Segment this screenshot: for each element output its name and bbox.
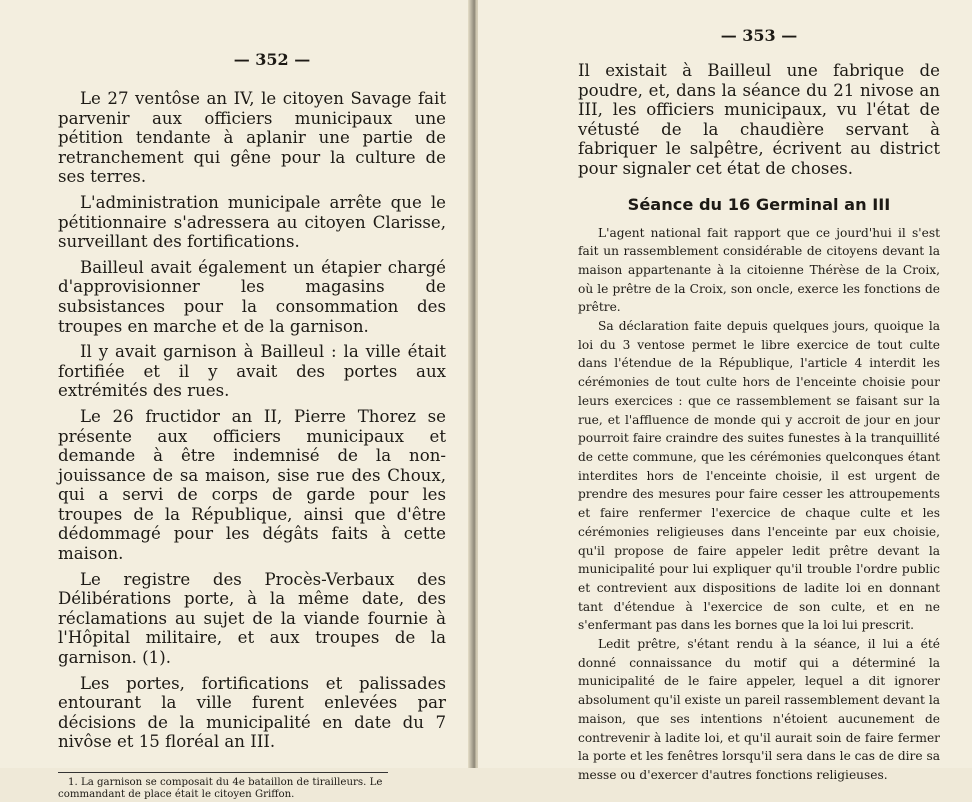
left-paragraph-3: Bailleul avait également un étapier chargé d'approvisionner les magasins de subsistances pour la consommation des troupes en marche et de la garnison.: [58, 257, 446, 336]
left-body: [58, 89, 446, 752]
right-intro-paragraph: Il existait à Bailleul une fabrique de poudre, et, dans la séance du 21 nivose an III, les officiers municipaux, vu l'état de vétusté de la chaudière servant à fabriquer le salpêtre, écrivent au district pour signaler cet état de choses.: [578, 61, 940, 178]
left-paragraph-7: Les portes, fortifications et palissades entourant la ville furent enlevées par décisions de la municipalité en date du 7 nivôse et 15 floréal an III.: [58, 673, 446, 752]
right-body: [578, 224, 940, 785]
left-page: [0, 0, 472, 801]
footnote-divider: [58, 772, 388, 773]
left-paragraph-4: Il y avait garnison à Bailleul : la ville était fortifiée et il y avait des portes aux extrémités des rues.: [58, 342, 446, 401]
left-paragraph-2: L'administration municipale arrête que le pétitionnaire s'adressera au citoyen Clarisse, surveillant des fortifications.: [58, 192, 446, 252]
right-paragraph-2: Sa déclaration faite depuis quelques jours, quoique la loi du 3 ventose permet le libre exercice de tout culte dans l'étendue de la République, l'article 4 interdit les cérémonies de tout culte hors de l'enceinte choisie pour leurs exercices : que ce rassemblement se faisant sur la rue, et l'affluence de monde qui y accroit de jour en jour pourroit faire craindre des suites funestes à la tranquillité de cette commune, que les cérémonies quelconques étant interdites hors de l'enceinte choisie, il est urgent de prendre des mesures pour faire cesser les attroupements et faire renfermer l'exercice de chaque culte et les cérémonies religieuses dans l'enceinte par eux choisie, qu'il propose de faire appeler ledit prêtre devant la municipalité pour lui expliquer qu'il trouble l'ordre public et contrevient aux dispositions de ladite loi en donnant tant d'étendue à l'exercice de son culte, et en ne s'enfermant pas dans les bornes que la loi lui prescrit.: [578, 319, 940, 633]
left-paragraph-6: Le registre des Procès-Verbaux des Délibérations porte, à la même date, des réclamations au sujet de la viande fournie à l'Hôpital militaire, et aux troupes de la garnison. (1).: [58, 569, 446, 668]
right-paragraph-3: Ledit prêtre, s'étant rendu à la séance, il lui a été donné connaissance du motif qui a déterminé la municipalité de le faire appeler, lequel a dit ignorer absolument qu'il existe un pareil rassemblement devant la maison, que ses intentions n'étoient aucunement de contrevenir à ladite loi, et qu'il aurait soin de faire fermer la porte et les fenêtres lorsqu'il sera dans le cas de dire sa messe ou d'exercer d'autres fonctions religieuses.: [578, 637, 940, 782]
right-intro: [578, 61, 940, 179]
left-paragraph-1: Le 27 ventôse an IV, le citoyen Savage fait parvenir aux officiers municipaux une pétition tendante à aplanir une partie de retranchement qui gêne pour la culture de ses terres.: [58, 89, 446, 187]
right-page: [478, 0, 972, 782]
left-paragraph-5: Le 26 fructidor an II, Pierre Thorez se présente aux officiers municipaux et demande à être indemnisé de la non-jouissance de sa maison, sise rue des Choux, qui a servi de corps de garde pour les troupes de la République, ainsi que d'être dédommagé pour les dégâts faits à cette maison.: [58, 406, 446, 564]
section-heading: Séance du 16 Germinal an III: [627, 194, 891, 214]
right-page-number: — 353 —: [720, 26, 798, 45]
footnote: 1. La garnison se composait du 4e bataillon de tirailleurs. Le commandant de place était le citoyen Griffon.: [58, 777, 383, 801]
left-page-number: — 352 —: [233, 50, 311, 69]
right-paragraph-1: L'agent national fait rapport que ce jourd'hui il s'est fait un rassemblement considérable de citoyens devant la maison appartenante à la citoienne Thérèse de la Croix, où le prêtre de la Croix, son oncle, exerce les fonctions de prêtre.: [578, 225, 940, 315]
